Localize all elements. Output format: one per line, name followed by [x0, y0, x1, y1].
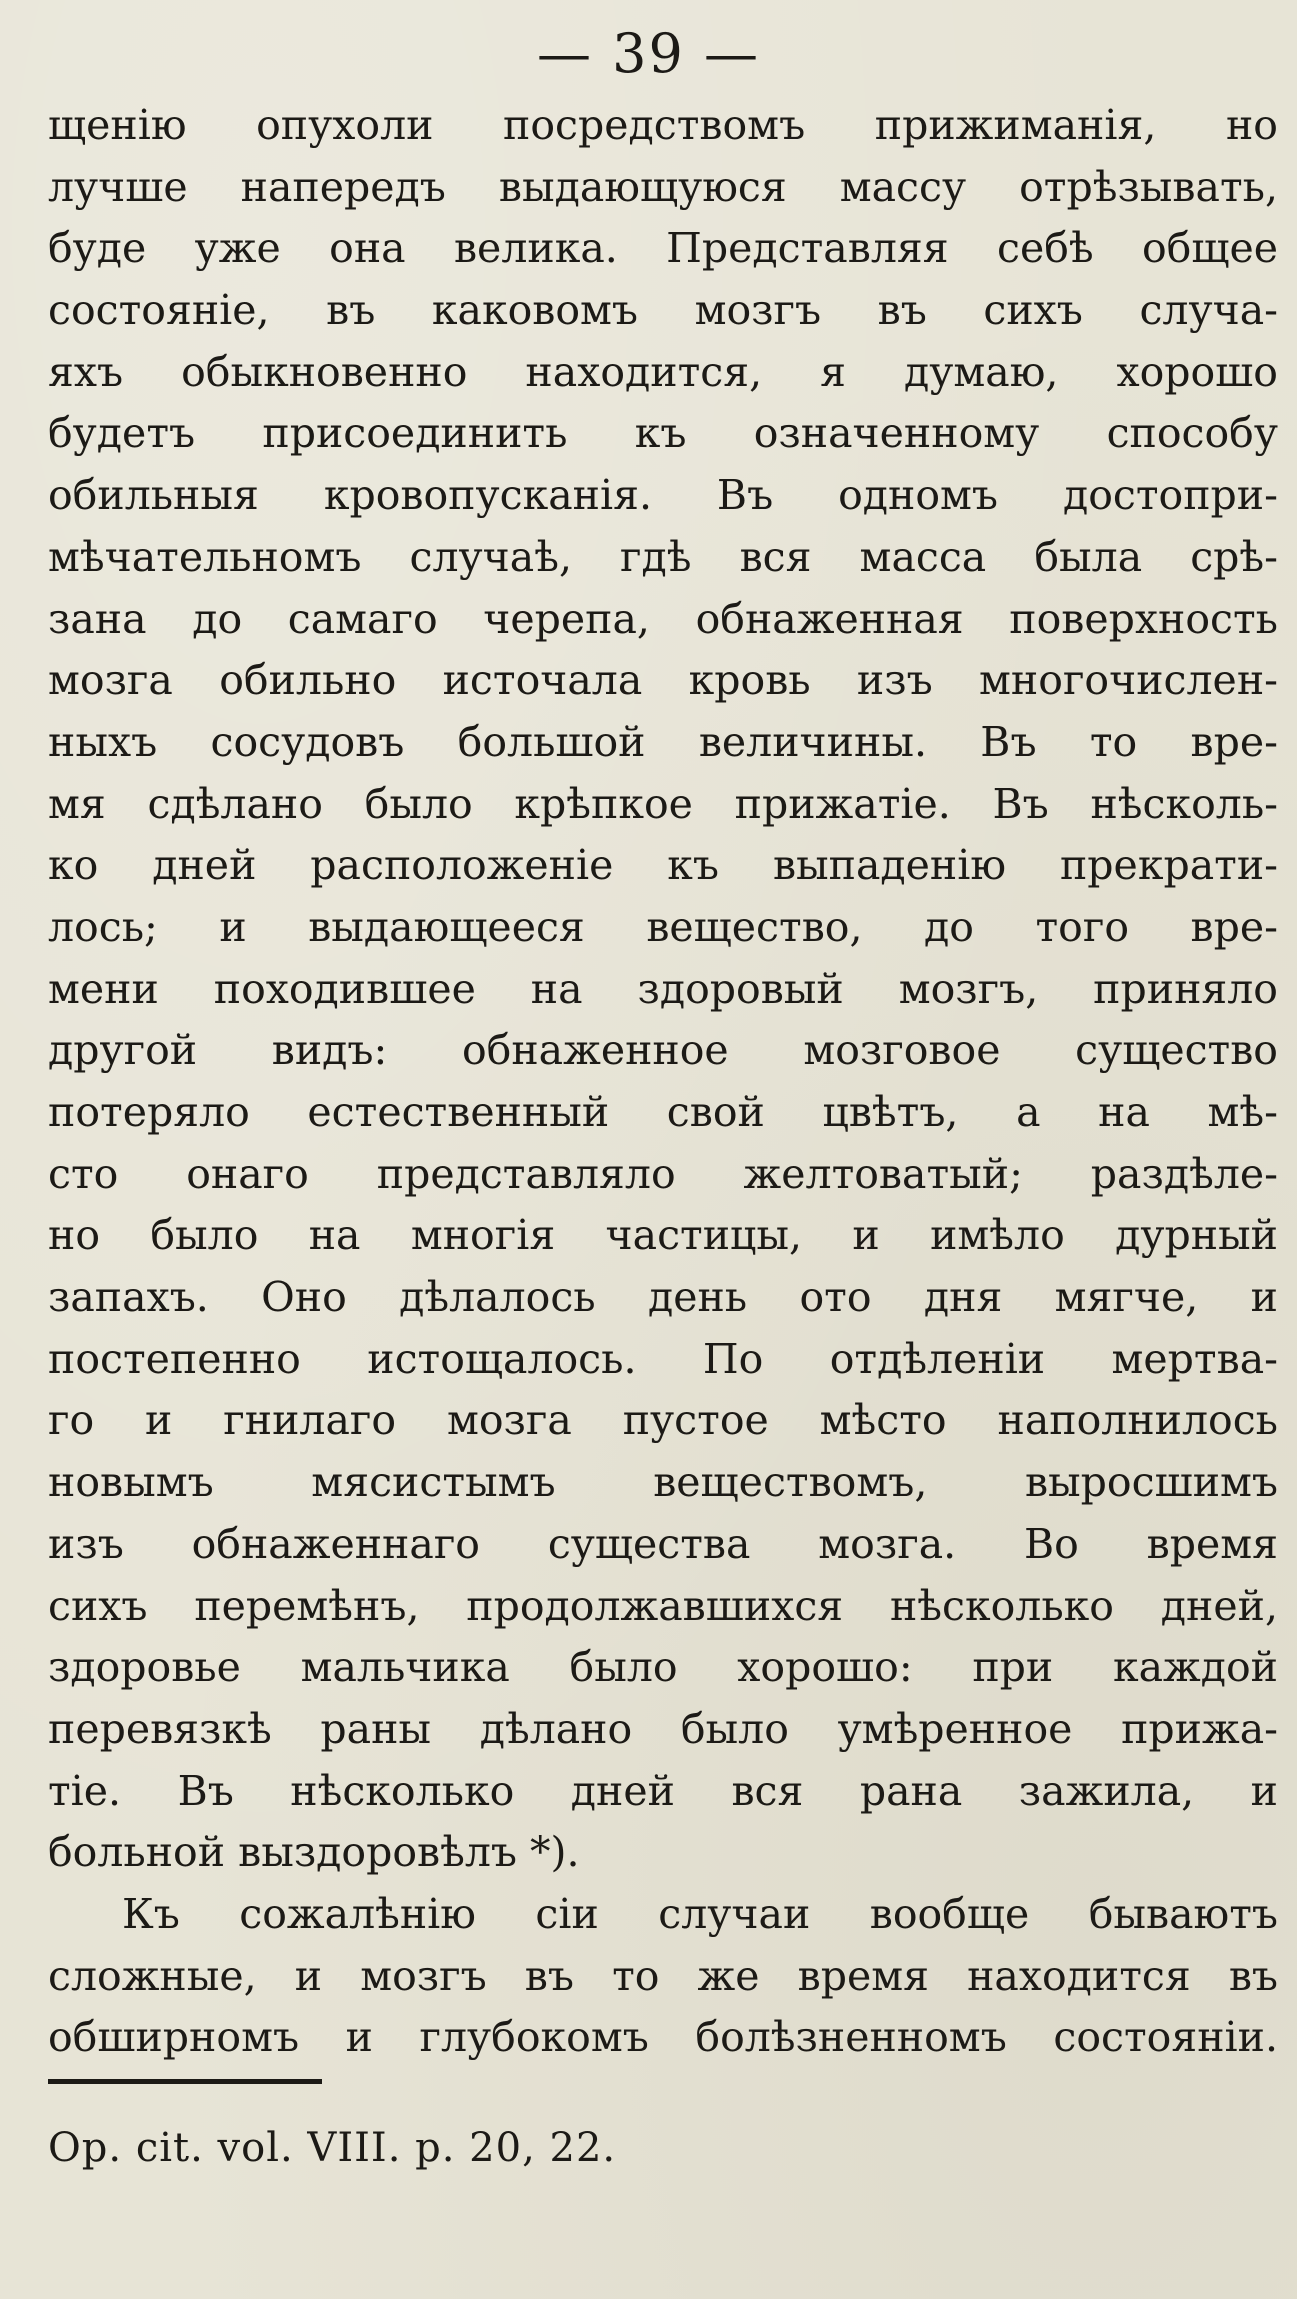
text-line: здоровье мальчика было хорошо: при каждой	[48, 1643, 1278, 1692]
text-line: Къ сожалѣнію сіи случаи вообще бываютъ	[122, 1889, 1278, 1938]
text-line: зана до самаго черепа, обнаженная поверхность	[48, 594, 1278, 643]
text-line: больной выздоровѣлъ *).	[48, 1828, 580, 1877]
text-line: го и гнилаго мозга пустое мѣсто наполнилось	[48, 1396, 1278, 1445]
text-line: запахъ. Оно дѣлалось день ото дня мягче, и	[48, 1273, 1278, 1322]
text-line: обширномъ и глубокомъ болѣзненномъ состояніи.	[48, 2013, 1278, 2062]
body-text	[48, 95, 1278, 2069]
page-number: — 39 —	[536, 22, 761, 85]
footnote: Op. cit. vol. VIII. p. 20, 22.	[48, 2125, 617, 2171]
text-line: но было на многія частицы, и имѣло дурный	[48, 1211, 1278, 1260]
text-line: перевязкѣ раны дѣлано было умѣренное прижа-	[48, 1704, 1278, 1753]
text-line: сто онаго представляло желтоватый; раздѣле-	[48, 1149, 1278, 1198]
text-line: обильныя кровопусканія. Въ одномъ достопри-	[48, 471, 1278, 520]
text-line: мозга обильно источала кровь изъ многочислен-	[48, 656, 1278, 705]
text-line: буде уже она велика. Представляя себѣ общее	[48, 224, 1278, 273]
text-line: новымъ мясистымъ веществомъ, выросшимъ	[48, 1458, 1278, 1507]
text-line: потеряло естественный свой цвѣтъ, а на мѣ-	[48, 1088, 1278, 1136]
text-line: тіе. Въ нѣсколько дней вся рана зажила, и	[48, 1766, 1278, 1815]
text-line: сихъ перемѣнъ, продолжавшихся нѣсколько дней,	[48, 1581, 1278, 1630]
text-line: изъ обнаженнаго существа мозга. Во время	[48, 1519, 1278, 1568]
text-line: будетъ присоединить къ означенному способу	[48, 409, 1278, 458]
footnote-rule	[48, 2079, 322, 2084]
text-line: щенію опухоли посредствомъ прижиманія, но	[48, 101, 1278, 149]
text-line: мѣчательномъ случаѣ, гдѣ вся масса была срѣ-	[48, 532, 1278, 581]
text-line: другой видъ: обнаженное мозговое существо	[48, 1026, 1278, 1075]
text-line: ко дней расположеніе къ выпаденію прекрати-	[48, 841, 1278, 890]
text-line: мени походившее на здоровый мозгъ, приняло	[48, 964, 1278, 1013]
text-line: лучше напередъ выдающуюся массу отрѣзывать,	[48, 162, 1278, 211]
text-line: лось; и выдающееся вещество, до того вре-	[48, 902, 1278, 951]
text-line: мя сдѣлано было крѣпкое прижатіе. Въ нѣсколь-	[48, 779, 1278, 828]
text-line: постепенно истощалось. По отдѣленіи мертва-	[48, 1334, 1278, 1383]
text-line: состояніе, въ каковомъ мозгъ въ сихъ случа-	[48, 286, 1278, 335]
text-line: яхъ обыкновенно находится, я думаю, хорошо	[48, 347, 1278, 396]
text-line: сложные, и мозгъ въ то же время находится въ	[48, 1951, 1278, 2000]
text-line: ныхъ сосудовъ большой величины. Въ то вре-	[48, 717, 1278, 766]
